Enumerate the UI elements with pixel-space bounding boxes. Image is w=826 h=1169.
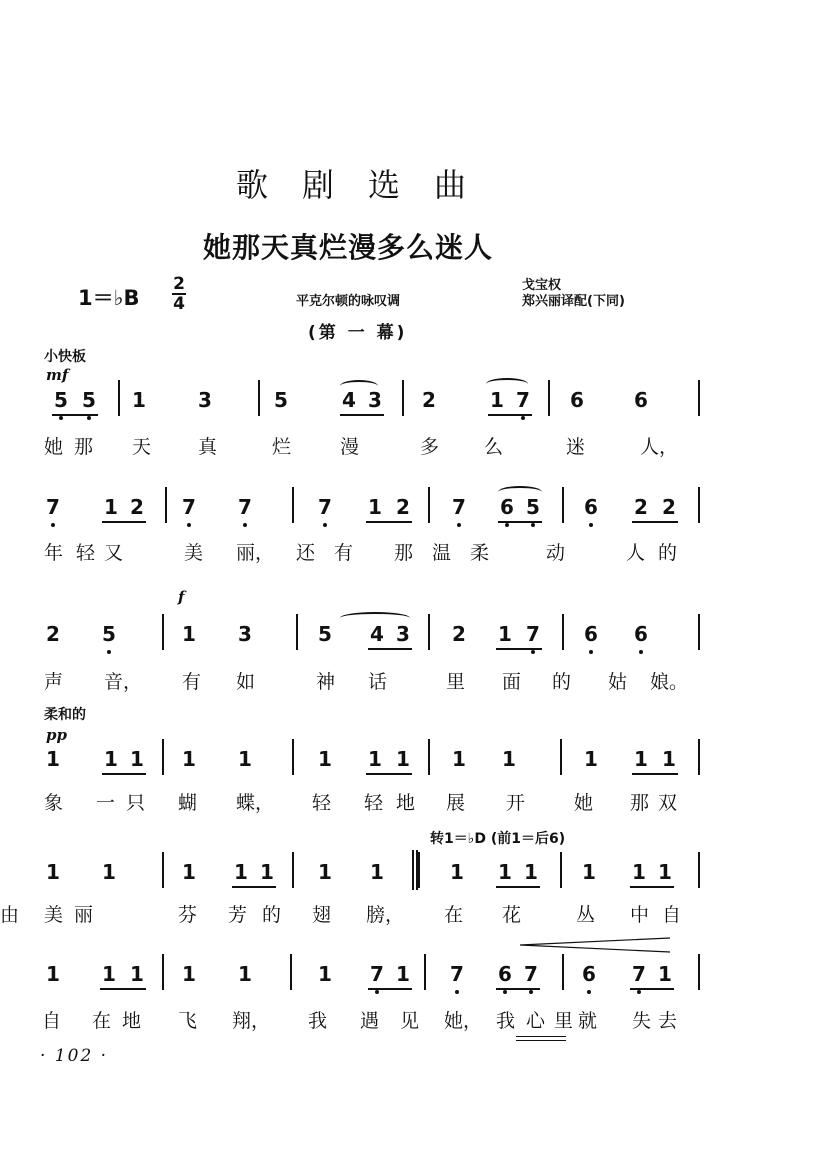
note: 1	[102, 860, 116, 884]
note: 6	[632, 622, 650, 646]
expression-marking: 柔和的	[44, 707, 86, 723]
lyric-syllable: 漫	[340, 436, 360, 458]
note: 1	[238, 747, 252, 771]
lyric-syllable: 人，	[640, 436, 679, 458]
lyric-syllable: 开	[506, 792, 526, 814]
lyric-syllable: 又	[104, 542, 124, 564]
lyric-syllable: 的	[658, 542, 678, 564]
note: 5	[80, 388, 98, 412]
note: 6	[496, 962, 514, 986]
note: 1	[632, 860, 646, 884]
note: 1	[658, 860, 672, 884]
lyric-syllable: 她，	[444, 1010, 483, 1032]
lyric-syllable: 年	[44, 542, 64, 564]
note: 1	[182, 747, 196, 771]
note: 3	[396, 622, 410, 646]
lyric-syllable: 多	[420, 436, 440, 458]
credit-line-2: 郑兴丽译配(下同)	[522, 294, 625, 309]
lyric-syllable: 有	[334, 542, 354, 564]
lyric-syllable: 轻	[312, 792, 332, 814]
lyric-syllable: 地	[122, 1010, 142, 1032]
note: 3	[238, 622, 252, 646]
note: 6	[580, 962, 598, 986]
collection-header: 歌剧选曲	[236, 166, 501, 204]
note: 1	[182, 962, 196, 986]
note: 1	[368, 747, 382, 771]
lyric-syllable: 柔	[470, 542, 490, 564]
note: 1	[450, 860, 464, 884]
meter-bottom: 4	[173, 294, 185, 314]
lyric-syllable: 去	[658, 1010, 678, 1032]
note: 1	[238, 962, 252, 986]
note: 1	[452, 747, 466, 771]
lyric-syllable: 烂	[272, 436, 292, 458]
lyric-syllable: 蝶，	[236, 792, 275, 814]
note: 4	[342, 388, 356, 412]
note: 1	[104, 495, 118, 519]
credit-line-1: 戈宝权	[522, 278, 562, 293]
note: 1	[318, 962, 332, 986]
note: 1	[182, 622, 196, 646]
note: 2	[46, 622, 60, 646]
note: 1	[104, 747, 118, 771]
lyric-syllable: 如	[236, 671, 256, 693]
lyric-syllable: 飞	[178, 1010, 198, 1032]
note: 1	[658, 962, 672, 986]
note: 1	[368, 495, 382, 519]
note: 5	[318, 622, 332, 646]
lyric-syllable: 自	[42, 1010, 62, 1032]
lyric-syllable: 展	[446, 792, 466, 814]
note: 1	[490, 388, 504, 412]
note: 6	[570, 388, 584, 412]
lyric-syllable: 见	[400, 1010, 420, 1032]
lyric-syllable: 里	[554, 1010, 574, 1032]
note: 1	[46, 747, 60, 771]
lyric-syllable: 丽	[74, 904, 94, 926]
note: 7	[450, 495, 468, 519]
song-title: 她那天真烂漫多么迷人	[203, 231, 494, 264]
lyric-syllable: 温	[432, 542, 452, 564]
note: 1	[234, 860, 248, 884]
lyric-syllable: 丛	[576, 904, 596, 926]
lyric-syllable: 一	[96, 792, 116, 814]
note: 7	[514, 388, 532, 412]
act-label: (第 一 幕)	[308, 323, 408, 343]
lyric-syllable: 遇	[360, 1010, 380, 1032]
lyric-syllable: 的	[552, 671, 572, 693]
lyric-syllable: 在	[92, 1010, 112, 1032]
lyric-syllable: 花	[502, 904, 522, 926]
note: 6	[498, 495, 516, 519]
note: 5	[274, 388, 288, 412]
lyric-syllable: 芳	[228, 904, 248, 926]
lyric-syllable: 那	[74, 436, 94, 458]
note: 1	[370, 860, 384, 884]
page-number: · 102 ·	[40, 1046, 109, 1066]
dynamic-f: f	[178, 588, 185, 606]
note: 7	[368, 962, 386, 986]
note: 3	[368, 388, 382, 412]
lyric-syllable: 音，	[104, 671, 143, 693]
note: 6	[582, 495, 600, 519]
lyric-syllable: 迷	[566, 436, 586, 458]
lyric-syllable: 我	[496, 1010, 516, 1032]
lyric-syllable: 那	[394, 542, 414, 564]
note: 7	[630, 962, 648, 986]
note: 6	[634, 388, 648, 412]
note: 1	[46, 962, 60, 986]
lyric-syllable: 神	[316, 671, 336, 693]
note: 1	[396, 747, 410, 771]
lyric-syllable: 面	[502, 671, 522, 693]
lyric-syllable: 美	[44, 904, 64, 926]
lyric-syllable: 还	[296, 542, 316, 564]
note: 7	[522, 962, 540, 986]
lyric-syllable: 么	[484, 436, 504, 458]
lyric-syllable: 轻	[364, 792, 384, 814]
lyric-syllable: 人	[626, 542, 646, 564]
note: 6	[582, 622, 600, 646]
note: 1	[102, 962, 116, 986]
lyric-syllable: 翅	[312, 904, 332, 926]
note: 1	[584, 747, 598, 771]
lyric-syllable: 美	[184, 542, 204, 564]
lyric-syllable: 她	[574, 792, 594, 814]
note: 4	[370, 622, 384, 646]
key-signature: 1＝♭B	[78, 286, 140, 310]
note: 2	[452, 622, 466, 646]
note: 1	[524, 860, 538, 884]
note: 1	[498, 622, 512, 646]
lyric-syllable: 在	[444, 904, 464, 926]
lyric-syllable: 天	[132, 436, 152, 458]
note: 5	[100, 622, 118, 646]
lyric-syllable: 轻	[76, 542, 96, 564]
lyric-syllable: 话	[368, 671, 388, 693]
lyric-syllable: 膀，	[366, 904, 405, 926]
lyric-syllable: 只	[126, 792, 146, 814]
lyric-syllable: 象	[44, 792, 64, 814]
note: 1	[502, 747, 516, 771]
lyric-syllable: 芬	[178, 904, 198, 926]
lyric-syllable: 姑	[608, 671, 628, 693]
note: 7	[524, 622, 542, 646]
note: 1	[318, 860, 332, 884]
note: 1	[46, 860, 60, 884]
lyric-syllable: 由	[0, 904, 20, 926]
dynamic-mf: mf	[46, 366, 69, 384]
lyric-syllable: 我	[308, 1010, 328, 1032]
note: 3	[198, 388, 212, 412]
lyric-syllable: 真	[198, 436, 218, 458]
lyric-syllable: 翔，	[232, 1010, 271, 1032]
note: 7	[236, 495, 254, 519]
note: 1	[260, 860, 274, 884]
lyric-syllable: 声	[44, 671, 64, 693]
lyric-syllable: 有	[182, 671, 202, 693]
lyric-syllable: 自	[662, 904, 682, 926]
note: 2	[130, 495, 144, 519]
note: 5	[524, 495, 542, 519]
note: 1	[130, 747, 144, 771]
lyric-syllable: 心	[526, 1010, 546, 1032]
note: 2	[396, 495, 410, 519]
note: 1	[132, 388, 146, 412]
note: 1	[662, 747, 676, 771]
lyric-syllable: 动	[546, 542, 566, 564]
note: 2	[422, 388, 436, 412]
lyric-syllable: 她	[44, 436, 64, 458]
lyric-syllable: 双	[658, 792, 678, 814]
tempo-marking: 小快板	[44, 349, 86, 365]
note: 1	[396, 962, 410, 986]
note: 7	[44, 495, 62, 519]
lyric-syllable: 蝴	[178, 792, 198, 814]
modulation-marking: 转1＝♭D (前1＝后6)	[430, 831, 566, 847]
lyric-syllable: 丽，	[236, 542, 275, 564]
lyric-syllable: 娘。	[650, 671, 689, 693]
note: 1	[130, 962, 144, 986]
note: 7	[448, 962, 466, 986]
lyric-syllable: 那	[630, 792, 650, 814]
note: 7	[316, 495, 334, 519]
note: 1	[582, 860, 596, 884]
meter-top: 2	[173, 274, 185, 294]
note: 2	[634, 495, 648, 519]
note: 1	[498, 860, 512, 884]
dynamic-pp: pp	[46, 726, 67, 744]
lyric-syllable: 里	[446, 671, 466, 693]
note: 1	[182, 860, 196, 884]
note: 1	[318, 747, 332, 771]
note: 5	[52, 388, 70, 412]
lyric-syllable: 的	[262, 904, 282, 926]
note: 1	[634, 747, 648, 771]
note: 2	[662, 495, 676, 519]
lyric-syllable: 中	[630, 904, 650, 926]
lyric-syllable: 地	[396, 792, 416, 814]
lyric-syllable: 就	[578, 1010, 598, 1032]
lyric-syllable: 失	[632, 1010, 652, 1032]
aria-subtitle: 平克尔顿的咏叹调	[296, 294, 401, 309]
note: 7	[180, 495, 198, 519]
